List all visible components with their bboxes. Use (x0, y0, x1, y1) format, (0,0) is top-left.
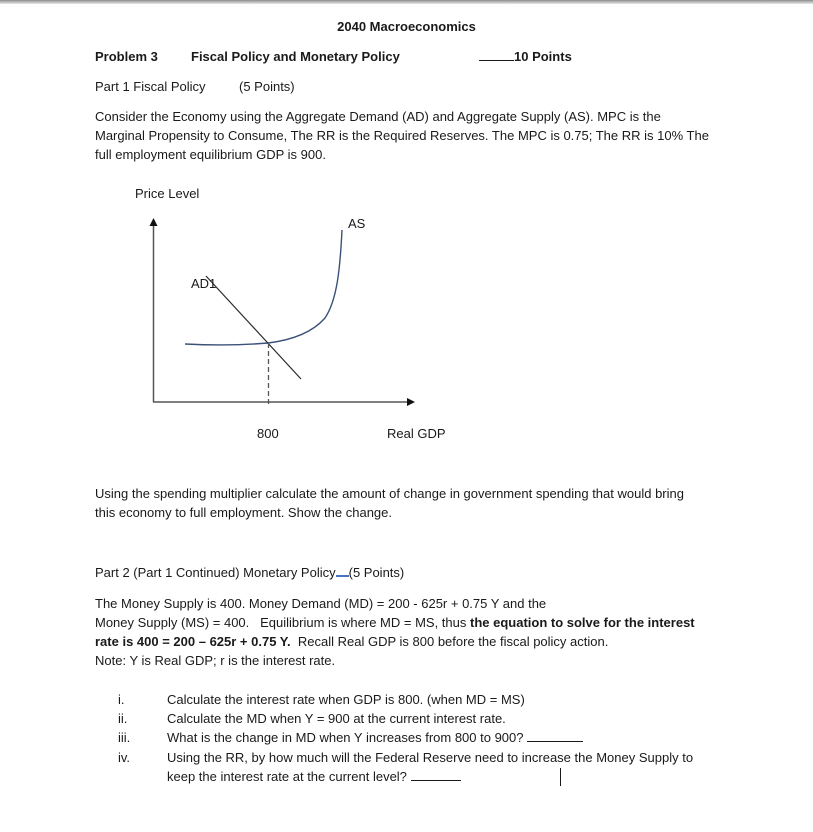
ad1-curve-label: AD1 (191, 276, 217, 291)
part2-heading (95, 563, 404, 582)
part2-line3 (95, 632, 608, 651)
question-iii-number: iii. (118, 730, 131, 745)
question-iii-text: What is the change in MD when Y increases from 800 to 900? (167, 730, 528, 745)
part2-line2-bold: the equation to solve for the interest (469, 615, 695, 630)
y-axis-label: Price Level (135, 186, 200, 201)
part1-points: (5 Points) (239, 79, 295, 94)
answer-blank-iii[interactable] (527, 729, 583, 742)
problem-number: Problem 3 (95, 49, 158, 64)
question-iv-text2: keep the interest rate at the current level? (167, 769, 411, 784)
part2-line2-text: Money Supply (MS) = 400. Equilibrium is where MD = MS, thus (95, 615, 470, 630)
part1-question-line2: this economy to full employment. Show the change. (95, 505, 392, 520)
question-ii-text: Calculate the MD when Y = 900 at the current interest rate. (167, 711, 506, 726)
question-i-number: i. (118, 692, 125, 707)
part2-line2 (95, 613, 695, 632)
question-iii (167, 728, 583, 747)
part1-heading: Part 1 Fiscal Policy (95, 79, 206, 94)
part1-intro-line1: Consider the Economy using the Aggregate Demand (AD) and Aggregate Supply (AS). MPC is the (95, 109, 661, 124)
part2-points: (5 Points) (348, 565, 405, 580)
part2-equation: rate is 400 = 200 – 625r + 0.75 Y. (95, 634, 291, 649)
problem-name: Fiscal Policy and Monetary Policy (191, 49, 400, 64)
x-tick-800: 800 (257, 426, 279, 441)
question-iv (167, 767, 461, 786)
points-label: 10 Points (514, 49, 572, 64)
part2-heading-text: Part 2 (Part 1 Continued) Monetary Policy (95, 565, 336, 580)
ad1-curve (206, 276, 301, 379)
part2-line1: The Money Supply is 400. Money Demand (MD) = 200 - 625r + 0.75 Y and the (95, 596, 547, 611)
document-title: 2040 Macroeconomics (337, 19, 476, 34)
question-iv-number: iv. (118, 750, 131, 765)
question-iv-text: Using the RR, by how much will the Federal Reserve need to increase the Money Supply to (167, 750, 694, 765)
x-axis-label: Real GDP (387, 426, 446, 441)
as-curve-label: AS (348, 216, 366, 231)
part2-line3-text: Recall Real GDP is 800 before the fiscal policy action. (290, 634, 609, 649)
part1-question-line1: Using the spending multiplier calculate the amount of change in government spending that would bring (95, 486, 684, 501)
question-i-text: Calculate the interest rate when GDP is 800. (when MD = MS) (167, 692, 525, 707)
part2-note: Note: Y is Real GDP; r is the interest rate. (95, 653, 336, 668)
part1-intro-line2: Marginal Propensity to Consume, The RR is the Required Reserves. The MPC is 0.75; The RR is 10% The (95, 128, 709, 143)
part2-heading-underline (336, 563, 349, 577)
text-cursor (560, 768, 561, 786)
answer-blank-iv[interactable] (411, 768, 461, 781)
part1-intro-line3: full employment equilibrium GDP is 900. (95, 147, 326, 162)
question-ii-number: ii. (118, 711, 128, 726)
